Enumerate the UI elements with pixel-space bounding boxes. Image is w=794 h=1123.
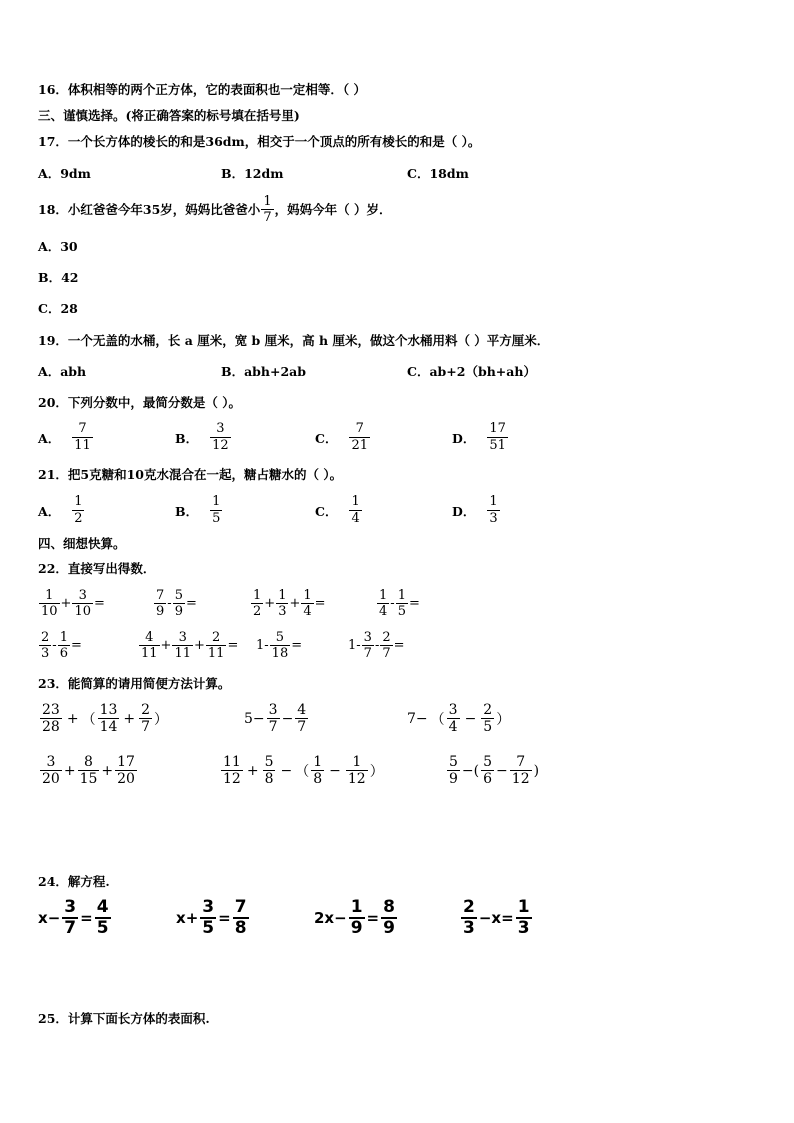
question-number: 24． — [38, 874, 68, 889]
expression-23-3: 7− （ $\frac{3}{4}$ − $\frac{2}{5}$ ） — [407, 702, 511, 735]
equation-24-2: x + $\frac{3}{5}$ = $\frac{7}{8}$ — [176, 897, 247, 938]
question-22 — [38, 561, 155, 577]
expression-23-2: 5− $\frac{3}{7}$ − $\frac{4}{7}$ — [244, 702, 307, 735]
option-a: A．abh — [38, 364, 87, 379]
question-text: 下列分数中，最简分数是（ ）。 — [67, 395, 242, 410]
question-number: 17． — [38, 134, 68, 149]
question-19 — [38, 333, 549, 349]
question-16 — [38, 82, 366, 98]
expression-23-1: $\frac{23}{28}$ + （ $\frac{13}{14}$ + $\frac{2}{7}$ ） — [42, 702, 169, 735]
expression-22-1: $\frac{1}{10}$ + $\frac{3}{10}$ = — [41, 588, 105, 619]
expression-22-6: $\frac{4}{11}$ + $\frac{3}{11}$ + $\frac{2}{11}$ = — [141, 630, 239, 661]
option-a: A．9dm — [38, 166, 91, 181]
section-heading-3: 三、谨慎选择。(将正确答案的标号填在括号里) — [38, 108, 300, 123]
question-text: 体积相等的两个正方体，它的表面积也一定相等．（ ） — [67, 82, 367, 97]
option-b: B．12dm — [221, 166, 284, 181]
question-text: 小红爸爸今年35岁，妈妈比爸爸小 — [67, 201, 261, 217]
expression-22-5: $\frac{2}{3}$ - $\frac{1}{6}$ = — [41, 630, 82, 661]
question-number: 25． — [38, 1011, 68, 1026]
question-number: 18． — [38, 201, 68, 217]
option-d: D． $\frac{1}{3}$ — [452, 494, 498, 526]
option-a: A．30 — [38, 239, 78, 254]
option-a: A． $\frac{7}{11}$ — [38, 421, 91, 453]
question-21 — [38, 467, 342, 483]
option-c: C．ab+2（bh+ah） — [407, 364, 536, 379]
question-number: 21． — [38, 467, 68, 482]
expression-22-8: 1- $\frac{3}{7}$ - $\frac{2}{7}$ = — [348, 630, 405, 661]
question-text-end: ，妈妈今年（ ）岁． — [274, 201, 392, 217]
expression-22-3: $\frac{1}{2}$ + $\frac{1}{3}$ + $\frac{1}{4}$ = — [253, 588, 326, 619]
expression-22-7: 1- $\frac{5}{18}$ = — [256, 630, 303, 661]
question-text: 一个长方体的棱长的和是36dm，相交于一个顶点的所有棱长的和是（ ）。 — [67, 134, 481, 149]
expression-23-6: $\frac{5}{9}$ − ( $\frac{5}{6}$ − $\frac{7}{12}$ ) — [449, 754, 540, 787]
question-24 — [38, 874, 110, 890]
question-number: 22． — [38, 561, 68, 576]
question-23 — [38, 676, 230, 692]
option-c: C． $\frac{1}{4}$ — [315, 494, 360, 526]
question-text: 计算下面长方体的表面积. — [67, 1011, 210, 1026]
question-number: 20． — [38, 395, 68, 410]
question-number: 23． — [38, 676, 68, 691]
question-18 — [38, 194, 391, 225]
section-heading-4: 四、细想快算。 — [38, 536, 126, 551]
question-number: 16． — [38, 82, 68, 97]
option-c: C． $\frac{7}{21}$ — [315, 421, 368, 453]
question-number: 19． — [38, 333, 68, 348]
expression-23-4: $\frac{3}{20}$ + $\frac{8}{15}$ + $\frac{17}{20}$ — [42, 754, 135, 787]
question-25 — [38, 1011, 210, 1027]
option-c: C．28 — [38, 301, 78, 316]
equation-24-1: x − $\frac{3}{7}$ = $\frac{4}{5}$ — [38, 897, 109, 938]
question-text: 一个无盖的水桶，长 a 厘米，宽 b 厘米，高 h 厘米，做这个水桶用料（ ）平方厘米． — [67, 333, 550, 348]
option-c: C．18dm — [407, 166, 469, 181]
fraction: $\frac{1}{7}$ — [263, 194, 272, 225]
question-text: 直接写出得数． — [67, 561, 156, 576]
question-17 — [38, 134, 480, 150]
equation-24-3: 2x − $\frac{1}{9}$ = $\frac{8}{9}$ — [314, 897, 395, 938]
equation-24-4: $\frac{2}{3}$ − x = $\frac{1}{3}$ — [463, 897, 530, 938]
option-b: B． $\frac{3}{12}$ — [175, 421, 229, 453]
option-d: D． $\frac{17}{51}$ — [452, 421, 506, 453]
expression-23-5: $\frac{11}{12}$ + $\frac{5}{8}$ − （ $\frac{1}{8}$ − $\frac{1}{12}$ ） — [223, 754, 384, 787]
expression-22-2: $\frac{7}{9}$ - $\frac{5}{9}$ = — [156, 588, 197, 619]
question-text: 把5克糖和10克水混合在一起，糖占糖水的（ ）。 — [67, 467, 343, 482]
option-b: B． $\frac{1}{5}$ — [175, 494, 221, 526]
option-b: B．abh+2ab — [221, 364, 307, 379]
option-a: A． $\frac{1}{2}$ — [38, 494, 83, 526]
expression-22-4: $\frac{1}{4}$ - $\frac{1}{5}$ = — [379, 588, 420, 619]
option-b: B．42 — [38, 270, 79, 285]
question-text: 能简算的请用简便方法计算。 — [67, 676, 231, 691]
question-20 — [38, 395, 241, 411]
question-text: 解方程. — [67, 874, 110, 889]
